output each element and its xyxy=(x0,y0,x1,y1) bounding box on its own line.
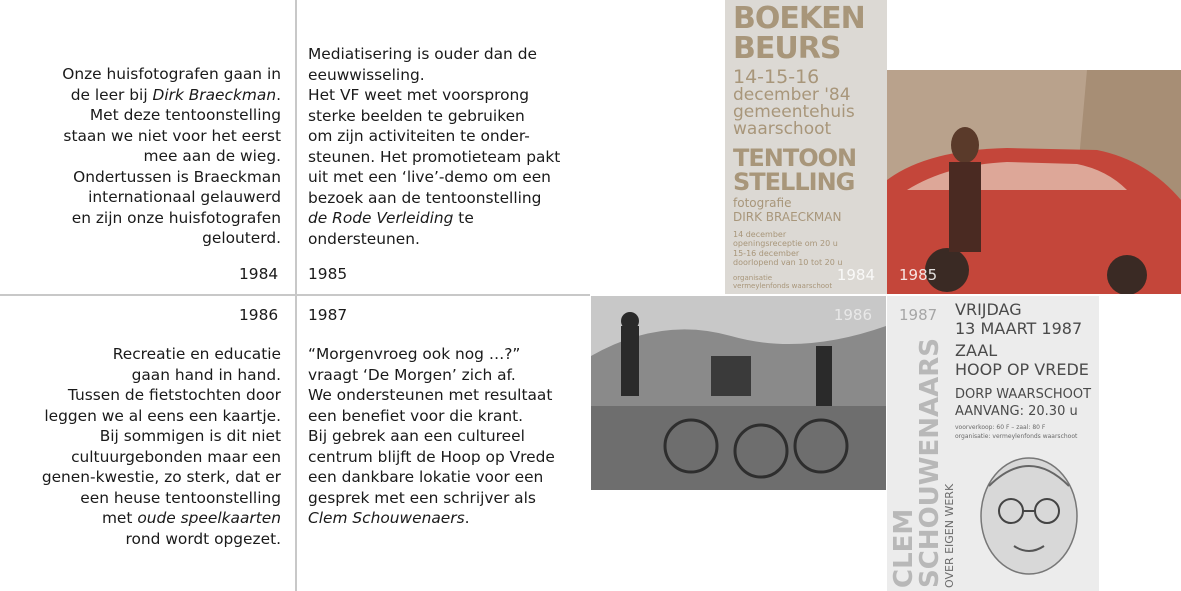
text-block-1986 xyxy=(42,344,281,549)
poster-clem-schouwenaars xyxy=(887,296,1099,591)
text-line: Bij sommigen is dit niet xyxy=(99,427,281,445)
text-line: “Morgenvroeg ook nog …?” xyxy=(308,345,521,363)
poster-org: vermeylenfonds waarschoot xyxy=(733,282,833,290)
poster-line: VRIJDAG xyxy=(955,300,1022,319)
poster-dates: 14-15-16 xyxy=(733,66,820,88)
poster-line: ZAAL xyxy=(955,341,998,360)
horizontal-divider xyxy=(0,294,590,296)
poster-vertical-title xyxy=(891,338,957,588)
photo-red-car xyxy=(887,70,1181,294)
poster-info: openingsreceptie om 20 u xyxy=(733,239,838,248)
poster-sub: DIRK BRAECKMAN xyxy=(733,210,842,224)
poster-vertical-line: SCHOUWENAARS xyxy=(915,338,945,588)
text-line: Het VF weet met voorsprong xyxy=(308,86,530,104)
text-line: gesprek met een schrijver als xyxy=(308,488,536,507)
poster-venue: gemeentehuis xyxy=(733,102,855,122)
year-label-1984: 1984 xyxy=(239,265,279,283)
overlay-year-1985: 1985 xyxy=(899,266,938,284)
text-block-1985 xyxy=(308,44,560,249)
poster-info: 14 december xyxy=(733,230,787,239)
poster-vertical-line: CLEM xyxy=(889,508,919,588)
text-line: ondersteunen. xyxy=(308,229,420,248)
poster-line: HOOP OP VREDE xyxy=(955,360,1089,379)
year-label-1986: 1986 xyxy=(239,306,279,324)
poster-title: BEURS xyxy=(733,31,841,66)
poster-boekenbeurs xyxy=(725,0,887,294)
text-line: Bij gebrek aan een cultureel xyxy=(308,427,525,445)
highlight-exhibition: de Rode Verleiding xyxy=(308,209,454,227)
highlight-name: Dirk Braeckman xyxy=(152,85,277,104)
highlight-cards: oude speelkaarten xyxy=(137,509,281,527)
text-line: steunen. Het promotieteam pakt xyxy=(308,147,561,166)
text-line: cultuurgebonden maar een xyxy=(71,447,281,466)
poster-line: voorverkoop: 60 F – zaal: 80 F xyxy=(955,424,1046,431)
text-line: Mediatisering is ouder dan de xyxy=(308,45,537,63)
text-line: genen-kwestie, zo sterk, dat er xyxy=(41,468,281,486)
overlay-year-1987: 1987 xyxy=(899,306,938,324)
text-line: Met deze tentoonstelling xyxy=(89,106,281,124)
poster-title: BOEKEN xyxy=(733,1,865,36)
text-line: Onze huisfotografen gaan in xyxy=(62,65,281,83)
poster-info: 15-16 december xyxy=(733,249,800,258)
text-line: rond wordt opgezet. xyxy=(125,529,281,548)
poster-month: december '84 xyxy=(733,85,851,105)
text-line: een dankbare lokatie voor een xyxy=(308,468,544,486)
poster-expo: TENTOON xyxy=(733,144,857,172)
text-block-1987 xyxy=(308,344,555,529)
text-line: Clem Schouwenaers. xyxy=(308,509,470,527)
car-illustration xyxy=(887,70,1181,294)
overlay-year-1984: 1984 xyxy=(836,266,875,284)
text-line: Ondertussen is Braeckman xyxy=(73,167,281,186)
poster-sub: fotografie xyxy=(733,196,792,210)
text-line: Tussen de fietstochten door xyxy=(67,386,281,404)
text-line: een heuse tentoonstelling xyxy=(80,488,281,507)
text-line: centrum blijft de Hoop op Vrede xyxy=(308,447,555,466)
text-line: gaan hand in hand. xyxy=(131,365,281,384)
poster-line: 13 MAART 1987 xyxy=(955,319,1083,338)
text-line: leggen we al eens een kaartje. xyxy=(44,406,281,425)
text-block-1984 xyxy=(62,64,281,249)
text-line: de leer bij Dirk Braeckman. xyxy=(70,85,281,104)
portrait-illustration xyxy=(959,446,1099,586)
text-line: sterke beelden te gebruiken xyxy=(308,106,525,125)
highlight-author: Clem Schouwenaers xyxy=(308,509,465,527)
text-line: gelouterd. xyxy=(202,229,281,247)
text-line: om zijn activiteiten te onder- xyxy=(308,127,530,145)
bikes-illustration xyxy=(591,296,886,490)
text-line: bezoek aan de tentoonstelling xyxy=(308,188,542,207)
poster-venue: waarschoot xyxy=(733,119,832,139)
poster-line: AANVANG: 20.30 u xyxy=(955,404,1078,419)
overlay-year-1986: 1986 xyxy=(833,306,872,324)
text-line: eeuwwisseling. xyxy=(308,65,425,84)
text-line: staan we niet voor het eerst xyxy=(63,126,281,145)
text-line: de Rode Verleiding te xyxy=(308,209,474,227)
text-line: uit met een ‘live’-demo om een xyxy=(308,168,551,186)
poster-expo: STELLING xyxy=(733,168,855,196)
photo-bikes xyxy=(591,296,886,490)
poster-org: organisatie xyxy=(733,274,773,282)
text-line: en zijn onze huisfotografen xyxy=(71,208,281,227)
text-line: een benefiet voor die krant. xyxy=(308,406,524,425)
text-line: met oude speelkaarten xyxy=(101,509,281,527)
year-label-1987: 1987 xyxy=(308,306,348,324)
poster-line: organisatie: vermeylenfonds waarschoot xyxy=(955,433,1078,440)
poster-line: DORP WAARSCHOOT xyxy=(955,387,1092,402)
text-line: internationaal gelauwerd xyxy=(88,188,281,206)
year-label-1985: 1985 xyxy=(308,265,348,283)
text-line: mee aan de wieg. xyxy=(143,147,281,165)
poster-vertical-line: OVER EIGEN WERK xyxy=(943,483,956,588)
text-line: vraagt ‘De Morgen’ zich af. xyxy=(308,365,516,384)
text-line: We ondersteunen met resultaat xyxy=(308,386,553,404)
poster-info: doorlopend van 10 tot 20 u xyxy=(733,258,843,267)
text-line: Recreatie en educatie xyxy=(112,345,281,363)
